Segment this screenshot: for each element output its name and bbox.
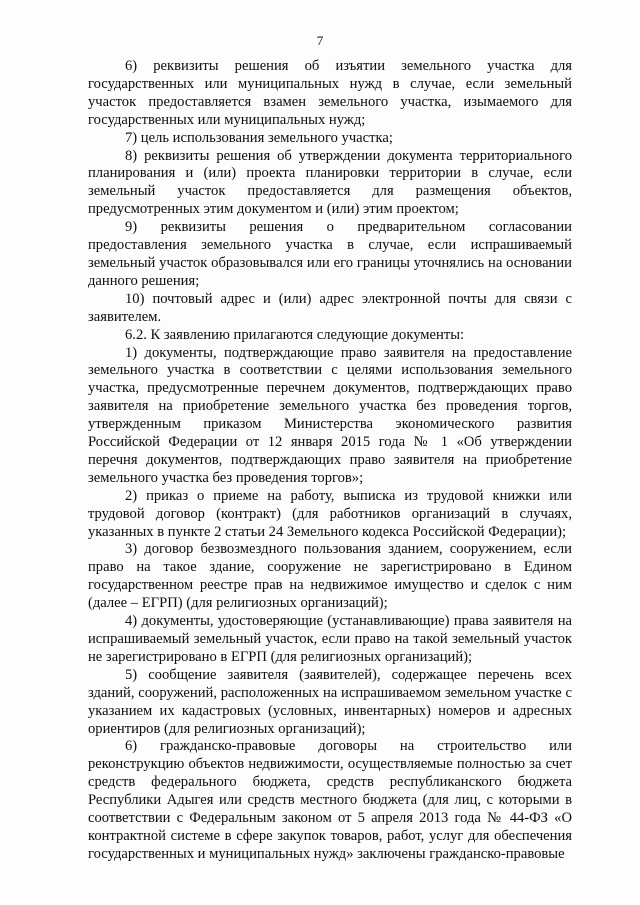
paragraph-item-7: 7) цель использования земельного участка; <box>125 129 393 146</box>
document-list-item-4: 4) документы, удостоверяющие (устанавливающие) права заявителя на испрашиваемый земельный участок, если право на такой земельный участок не зарегистрировано в ЕГРП (для религиозных организаций); <box>88 613 572 665</box>
document-list-item-1: 1) документы, подтверждающие право заявителя на предоставление земельного участка в соответствии с целями использования земельного участка, предусмотренные перечнем документов, подтверждающих право заявителя на приобретение земельного участка без проведения торгов, утвержденным приказом Министерства экономического развития Российской Федерации от 12 января 2015 года № 1 «Об утверждении перечня документов, подтверждающих право заявителя на приобретение земельного участка без проведения торгов»; <box>88 344 572 486</box>
document-list-item-3: 3) договор безвозмездного пользования зданием, сооружением, если право на такое здание, сооружение не зарегистрировано в Едином государственном реестре прав на недвижимое имущество и сделок с ним (далее – ЕГРП) (для религиозных организаций); <box>88 541 572 612</box>
page-number: 7 <box>316 33 324 48</box>
paragraph-item-10: 10) почтовый адрес и (или) адрес электронной почты для связи с заявителем. <box>88 290 572 325</box>
document-body <box>88 58 572 864</box>
section-heading-6-2: 6.2. К заявлению прилагаются следующие документы: <box>125 326 465 343</box>
paragraph-item-9: 9) реквизиты решения о предварительном согласовании предоставления земельного участка в случае, если испрашиваемый земельный участок образовывался или его границы уточнялись на основании данного решения; <box>88 219 572 289</box>
paragraph-item-6: 6) реквизиты решения об изъятии земельного участка для государственных или муниципальных нужд в случае, если земельный участок предоставляется взамен земельного участка, изымаемого для государственных или муниципальных нужд; <box>88 58 572 128</box>
document-list-item-2: 2) приказ о приеме на работу, выписка из трудовой книжки или трудовой договор (контракт) (для работников организаций в случаях, указанных в пункте 2 статьи 24 Земельного кодекса Российской Федерации); <box>88 487 572 540</box>
document-list-item-6: 6) гражданско-правовые договоры на строительство или реконструкцию объектов недвижимости, осуществляемые полностью за счет средств федерального бюджета, средств республиканского бюджета Республики Адыгея или средств местного бюджета (для лиц, с которыми в соответствии с Федеральным законом от 5 апреля 2013 года № 44-ФЗ «О контрактной системе в сфере закупок товаров, работ, услуг для обеспечения государственных и муниципальных нужд» заключены гражданско-правовые <box>88 738 572 862</box>
paragraph-item-8: 8) реквизиты решения об утверждении документа территориального планирования и (или) проекта планировки территории в случае, если земельный участок предоставляется для размещения объектов, предусмотренных этим документом и (или) этим проектом; <box>88 147 572 218</box>
document-list-item-5: 5) сообщение заявителя (заявителей), содержащее перечень всех зданий, сооружений, расположенных на испрашиваемом земельном участке с указанием их кадастровых (условных, инвентарных) номеров и адресных ориентиров (для религиозных организаций); <box>88 666 572 737</box>
